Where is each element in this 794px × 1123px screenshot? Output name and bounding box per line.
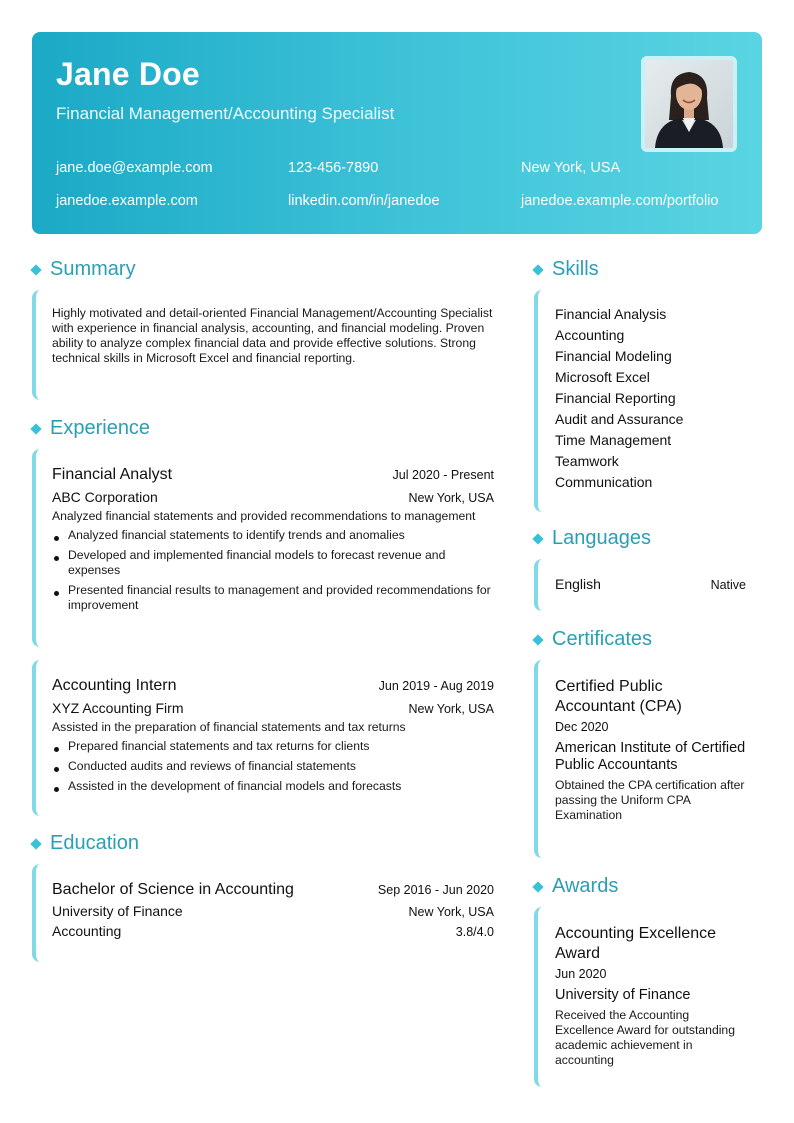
field-of-study: Accounting [52, 923, 122, 939]
job-location: New York, USA [408, 702, 494, 716]
skill-item: Financial Reporting [555, 390, 676, 406]
profile-photo [641, 56, 737, 152]
degree: Bachelor of Science in Accounting [52, 881, 294, 898]
job-bullet: Conducted audits and reviews of financial statements [52, 759, 494, 774]
diamond-bullet-icon [532, 264, 543, 275]
summary-heading [30, 258, 136, 281]
job-title: Accounting Intern [52, 677, 177, 694]
job-bullet: Prepared financial statements and tax returns for clients [52, 739, 494, 754]
education-heading-text: Education [50, 832, 139, 854]
diamond-bullet-icon [30, 838, 41, 849]
candidate-name: Jane Doe [56, 56, 200, 92]
contact-website[interactable]: janedoe.example.com [56, 193, 198, 209]
certificate-description: Obtained the CPA certification after passing the Uniform CPA Examination [555, 778, 745, 822]
resume-header [32, 32, 762, 234]
certificates-heading-text: Certificates [552, 628, 653, 650]
award-org: University of Finance [555, 987, 691, 1003]
skill-item: Teamwork [555, 453, 619, 469]
certificate-date: Dec 2020 [555, 720, 609, 734]
job-title: Financial Analyst [52, 466, 173, 483]
job-bullets [52, 528, 494, 613]
awards-heading [532, 875, 618, 898]
portrait-image [645, 60, 733, 148]
contact-phone[interactable]: 123-456-7890 [288, 160, 379, 176]
summary-card [32, 290, 498, 400]
skill-item: Time Management [555, 432, 672, 448]
certificate-org: American Institute of Certified Public Accountants [555, 740, 746, 773]
language-name: English [555, 576, 601, 592]
job-description: Assisted in the preparation of financial statements and tax returns [52, 720, 406, 734]
skill-item: Communication [555, 474, 653, 490]
languages-card [534, 559, 762, 611]
experience-heading [30, 417, 150, 440]
contact-email[interactable]: jane.doe@example.com [56, 160, 213, 176]
job-dates: Jul 2020 - Present [392, 468, 494, 482]
skills-heading-text: Skills [552, 258, 599, 280]
skill-item: Accounting [555, 327, 625, 343]
job-bullet: Analyzed financial statements to identify trends and anomalies [52, 528, 494, 543]
languages-heading [532, 527, 651, 550]
certificates-heading [532, 628, 652, 651]
skills-heading [532, 258, 599, 281]
job-dates: Jun 2019 - Aug 2019 [378, 679, 494, 693]
experience-heading-text: Experience [50, 417, 151, 439]
company-name: XYZ Accounting Firm [52, 700, 184, 716]
experience-item [32, 660, 498, 816]
award-date: Jun 2020 [555, 967, 607, 981]
job-bullets [52, 739, 494, 794]
diamond-bullet-icon [532, 533, 543, 544]
company-name: ABC Corporation [52, 489, 158, 505]
award-title: Accounting Excellence Award [555, 925, 716, 962]
job-bullet: Developed and implemented financial models to forecast revenue and expenses [52, 548, 494, 578]
contact-location: New York, USA [521, 160, 621, 176]
diamond-bullet-icon [532, 634, 543, 645]
contact-portfolio[interactable]: janedoe.example.com/portfolio [521, 193, 719, 209]
diamond-bullet-icon [30, 264, 41, 275]
job-description: Analyzed financial statements and provided recommendations to management [52, 509, 476, 523]
awards-heading-text: Awards [552, 875, 619, 897]
candidate-title: Financial Management/Accounting Specialist [56, 104, 395, 123]
experience-item [32, 449, 498, 647]
gpa: 3.8/4.0 [455, 925, 494, 939]
skill-item: Financial Analysis [555, 306, 667, 322]
award-item [534, 907, 762, 1087]
languages-heading-text: Languages [552, 527, 651, 549]
skill-item: Financial Modeling [555, 348, 672, 364]
certificate-item [534, 660, 762, 858]
job-bullet: Presented financial results to management and provided recommendations for improvement [52, 583, 494, 613]
language-level: Native [710, 578, 746, 592]
contact-linkedin[interactable]: linkedin.com/in/janedoe [288, 193, 440, 209]
skills-card [534, 290, 762, 512]
summary-text: Highly motivated and detail-oriented Financial Management/Accounting Specialist with experience in financial analysis, accounting, and financial modeling. Proven ability to analyze complex financial data and provide effective solutions. Strong technical skills in Microsoft Excel and financial reporting. [52, 306, 493, 365]
job-bullet: Assisted in the development of financial models and forecasts [52, 779, 494, 794]
language-row [555, 574, 746, 595]
diamond-bullet-icon [532, 881, 543, 892]
summary-heading-text: Summary [50, 258, 136, 280]
skill-item: Microsoft Excel [555, 369, 650, 385]
education-heading [30, 832, 139, 855]
certificate-title: Certified Public Accountant (CPA) [555, 678, 682, 715]
diamond-bullet-icon [30, 423, 41, 434]
job-location: New York, USA [408, 491, 494, 505]
education-item [32, 864, 498, 962]
award-description: Received the Accounting Excellence Award for outstanding academic achievement in accounting [555, 1008, 735, 1067]
school-name: University of Finance [52, 903, 183, 919]
education-dates: Sep 2016 - Jun 2020 [377, 883, 494, 897]
skill-item: Audit and Assurance [555, 411, 684, 427]
school-location: New York, USA [408, 905, 494, 919]
